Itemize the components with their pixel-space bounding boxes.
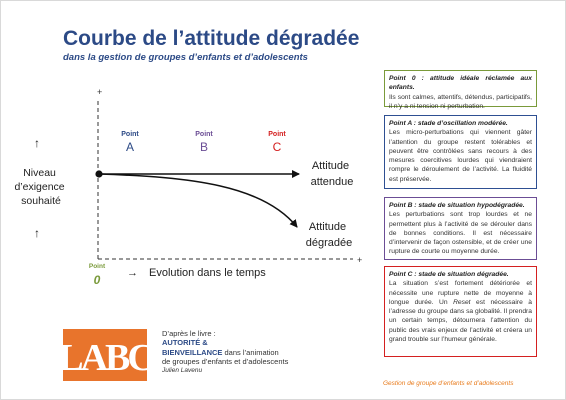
point-c-box-text-after: est nécessaire à l’adresse du groupe dans sa globalité. Il prendra un certain temps, détournera l’attention du public des vrais enjeux de l’activité et créera un grand trouble sur l’humeur générale. xyxy=(389,298,532,343)
point-c-box-text-reset: Reset xyxy=(453,298,471,306)
point-c-word: Point xyxy=(268,131,286,138)
y-axis-label-line-2: d’exigence xyxy=(14,181,65,193)
book-title-line-2: BIENVEILLANCE xyxy=(162,347,223,357)
point-0-box-text: Ils sont calmes, attentifs, détendus, participatifs, il n’y a ni tension ni perturbation. xyxy=(389,93,532,110)
page-title: Courbe de l’attitude dégradée xyxy=(63,27,360,50)
point-a-letter: A xyxy=(125,140,135,154)
reference-intro: D’après le livre : xyxy=(162,329,216,338)
x-axis-label: Evolution dans le temps xyxy=(149,267,266,279)
book-title-line-2-rest: dans l’animation xyxy=(222,347,279,357)
attitude-curve-diagram xyxy=(1,1,381,301)
point-a-word: Point xyxy=(121,131,139,138)
degraded-attitude-line-1: Attitude xyxy=(308,221,347,233)
expected-attitude-line-1: Attitude xyxy=(311,160,350,172)
svg-text:LABC: LABC xyxy=(58,337,152,379)
point-c-box-text-before: La situation s’est fortement détériorée et nécessite une rupture nette de moyenne à longue durée. Un xyxy=(389,280,532,306)
book-title-line-1: AUTORITÉ & xyxy=(162,338,208,348)
point-0-box xyxy=(384,70,537,110)
degraded-attitude-label xyxy=(306,221,353,249)
point-c-letter: C xyxy=(272,140,282,154)
page-subtitle: dans la gestion de groupes d’enfants et d’adolescents xyxy=(63,52,308,63)
y-up-arrow-bottom: ↑ xyxy=(34,226,40,240)
point-a-box xyxy=(384,115,537,189)
book-reference xyxy=(162,329,288,375)
y-up-arrow-top: ↑ xyxy=(34,136,40,150)
point-b-box-text: Les perturbations sont trop lourdes et ne permettent plus à l’activité de se dérouler dans de bonnes conditions. Il est nécessaire d’intervenir de façon ostensible, et de créer une rupture de courte ou moyenne durée. xyxy=(389,211,532,256)
y-axis-label xyxy=(14,167,67,207)
point-c-box-title: Point C : stade de situation dégradée. xyxy=(389,271,509,278)
x-axis-arrow: → xyxy=(127,267,138,279)
point-b-box xyxy=(384,197,537,260)
point-0-box-title: Point 0 : attitude idéale réclamée aux enfants. xyxy=(389,75,532,92)
point-b-box-title: Point B : stade de situation hypodégradée. xyxy=(389,202,525,209)
expected-attitude-label xyxy=(311,160,354,188)
y-axis-label-line-1: Niveau xyxy=(23,167,56,179)
y-axis-label-line-3: souhaité xyxy=(21,195,61,207)
labc-logo xyxy=(58,329,152,381)
point-b-word: Point xyxy=(195,131,213,138)
origin-point-word: Point xyxy=(88,263,106,270)
y-axis-plus: + xyxy=(97,87,103,97)
point-b-letter: B xyxy=(199,140,209,154)
point-a-box-title: Point A : stade d’oscillation modérée. xyxy=(389,120,508,127)
point-a-box-text: Les micro-perturbations qui viennent gâter l’attention du groupe restent tolérables et peuvent être contrôlées sans recours à des mesures coercitives lourdes qui viendraient rompre le déroulement de l’activité. La fluidité est préservée. xyxy=(389,129,532,183)
x-axis-plus: + xyxy=(357,255,363,265)
footer-caption: Gestion de groupe d’enfants et d’adolescents xyxy=(383,380,514,387)
origin-point-letter: 0 xyxy=(93,273,101,287)
degraded-attitude-line-2: dégradée xyxy=(305,237,353,249)
book-title-line-3: de groupes d’enfants et d’adolescents xyxy=(162,357,289,367)
point-c-box xyxy=(384,266,537,357)
expected-attitude-line-2: attendue xyxy=(310,176,354,188)
degraded-attitude-curve xyxy=(99,174,297,227)
book-author: Julien Lavenu xyxy=(162,366,203,374)
